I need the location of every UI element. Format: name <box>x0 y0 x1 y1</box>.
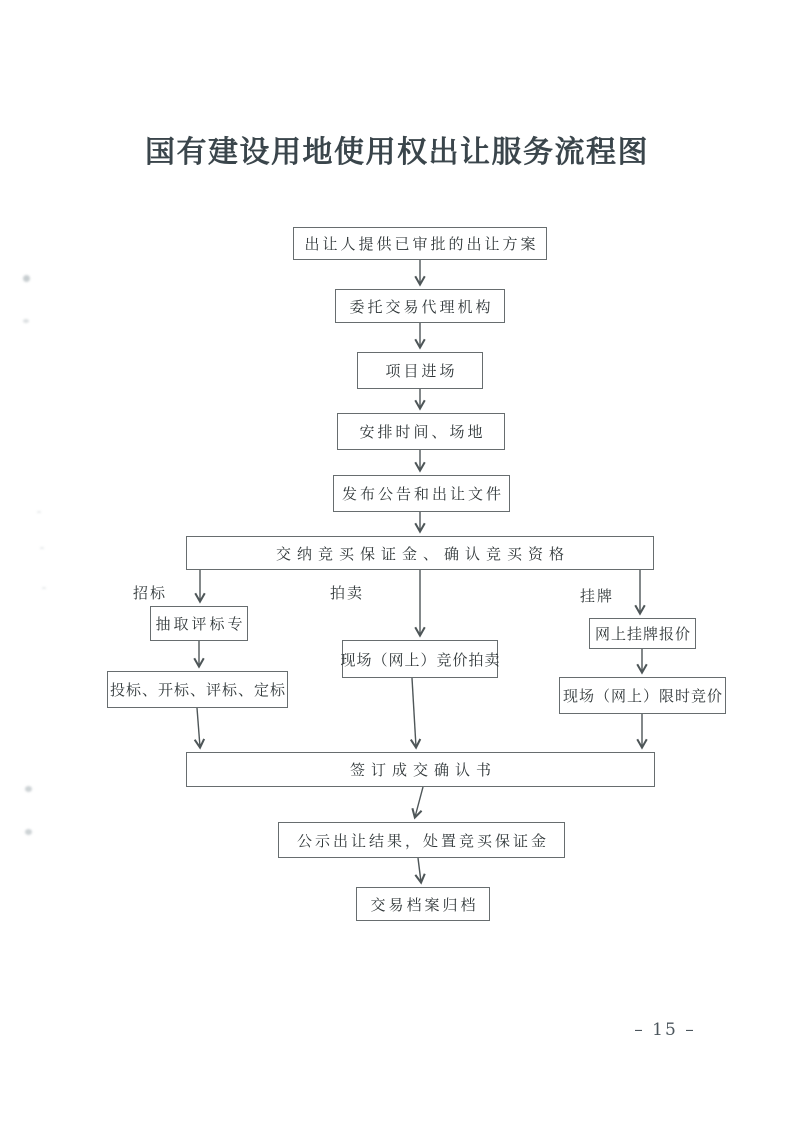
arrow-bidopen-to-sign <box>197 708 200 747</box>
scan-speck <box>23 319 29 323</box>
node-arrange-time-venue: 安排时间、场地 <box>337 413 505 450</box>
page-number: – 15 – <box>634 1020 696 1040</box>
node-onsite-online-auction: 现场（网上）竞价拍卖 <box>342 640 498 678</box>
node-onsite-online-timed-bidding: 现场（网上）限时竞价 <box>559 677 726 714</box>
node-publicize-result-dispose-deposit: 公示出让结果，处置竞买保证金 <box>278 822 565 858</box>
node-pay-deposit-confirm-qualification: 交纳竞买保证金、确认竞买资格 <box>186 536 654 570</box>
node-publish-announcement-documents: 发布公告和出让文件 <box>333 475 510 512</box>
scan-speck <box>25 829 32 835</box>
branch-label-listing: 挂牌 <box>580 589 615 605</box>
node-sign-deal-confirmation: 签订成交确认书 <box>186 752 655 787</box>
branch-label-auction: 拍卖 <box>330 586 365 602</box>
arrow-publicize-to-archive <box>418 858 421 882</box>
node-project-entry: 项目进场 <box>357 352 483 389</box>
scan-speck <box>23 275 30 282</box>
node-entrust-trading-agency: 委托交易代理机构 <box>335 289 505 323</box>
node-provide-approved-plan: 出让人提供已审批的出让方案 <box>293 227 547 260</box>
scan-speck <box>42 587 46 589</box>
node-draw-evaluation-experts: 抽取评标专 <box>150 606 248 641</box>
branch-label-tender: 招标 <box>133 586 168 602</box>
arrow-auction-to-sign <box>412 678 416 747</box>
page-title: 国有建设用地使用权出让服务流程图 <box>145 136 649 169</box>
scan-speck <box>25 786 32 792</box>
scan-speck <box>37 511 41 513</box>
scan-speck <box>40 547 44 549</box>
node-online-listing-quote: 网上挂牌报价 <box>589 618 696 649</box>
node-bid-open-evaluate-decide: 投标、开标、评标、定标 <box>107 671 288 708</box>
node-archive-transaction-files: 交易档案归档 <box>356 887 490 921</box>
arrow-sign-to-publicize <box>415 787 423 817</box>
